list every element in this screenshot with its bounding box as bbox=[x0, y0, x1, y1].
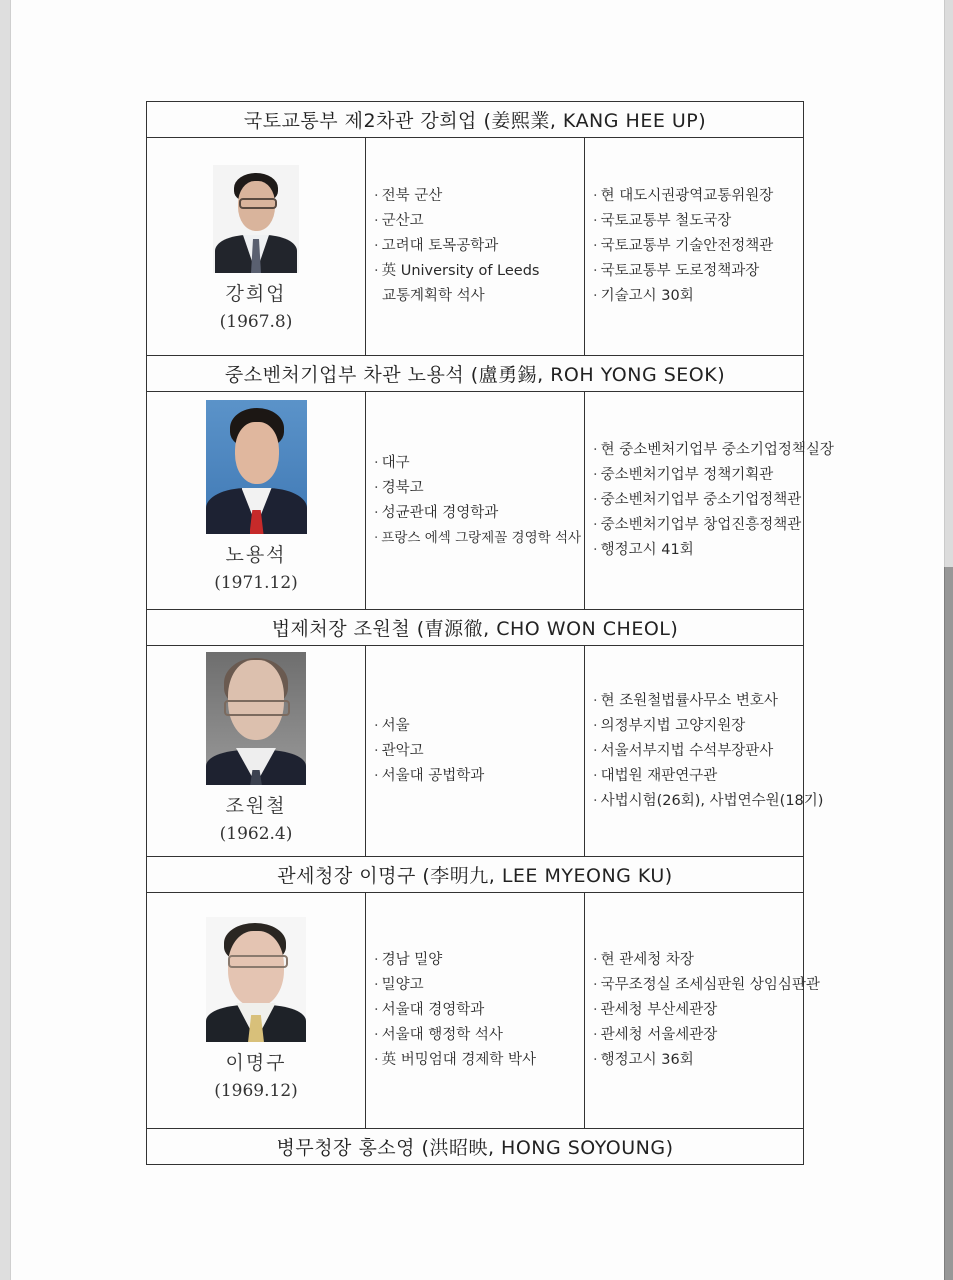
person-birth: (1971.12) bbox=[214, 573, 298, 593]
profile-item: · 프랑스 에섹 그랑제꼴 경영학 석사 bbox=[374, 526, 584, 551]
career-item: · 국토교통부 기술안전정책관 bbox=[593, 234, 803, 259]
profile-item: · 성균관대 경영학과 bbox=[374, 501, 584, 526]
profile-item: · 英 University of Leeds bbox=[374, 259, 584, 284]
career-item: · 기술고시 30회 bbox=[593, 284, 803, 309]
profile-item: · 서울대 행정학 석사 bbox=[374, 1023, 584, 1048]
career-cell bbox=[585, 392, 834, 610]
photo-cell bbox=[147, 646, 366, 857]
viewer-left-gutter bbox=[0, 0, 11, 1280]
section-header: 법제처장 조원철 (曺源徹, CHO WON CHEOL) bbox=[147, 610, 804, 646]
career-item: · 현 대도시권광역교통위원장 bbox=[593, 184, 803, 209]
profile-item: 교통계획학 석사 bbox=[382, 288, 485, 304]
appointee-table bbox=[146, 101, 834, 1165]
career-item: · 관세청 부산세관장 bbox=[593, 998, 803, 1023]
profile-cell bbox=[366, 138, 585, 356]
career-item: · 중소벤처기업부 중소기업정책관 bbox=[593, 488, 803, 513]
profile-cell bbox=[366, 646, 585, 857]
person-birth: (1967.8) bbox=[219, 312, 293, 332]
career-item: · 대법원 재판연구관 bbox=[593, 764, 803, 789]
profile-item: · 밀양고 bbox=[374, 973, 584, 998]
profile-item: · 고려대 토목공학과 bbox=[374, 234, 584, 259]
person-name: 노용석 bbox=[225, 544, 287, 566]
portrait-photo bbox=[206, 400, 307, 534]
career-item: · 국토교통부 철도국장 bbox=[593, 209, 803, 234]
career-cell bbox=[585, 138, 804, 356]
career-item: · 사법시험(26회), 사법연수원(18기) bbox=[593, 789, 803, 814]
section-header: 관세청장 이명구 (李明九, LEE MYEONG KU) bbox=[147, 857, 804, 893]
vertical-scrollbar-thumb[interactable] bbox=[944, 567, 953, 1280]
person-name: 이명구 bbox=[225, 1051, 287, 1074]
photo-cell bbox=[147, 893, 366, 1129]
profile-cell bbox=[366, 392, 585, 610]
profile-item: · 英 버밍엄대 경제학 박사 bbox=[374, 1048, 584, 1073]
photo-cell bbox=[147, 392, 366, 610]
career-item: · 의정부지법 고양지원장 bbox=[593, 714, 803, 739]
profile-item: · 서울 bbox=[374, 714, 584, 739]
person-birth: (1962.4) bbox=[219, 824, 293, 844]
profile-cell bbox=[366, 893, 585, 1129]
career-item: · 국무조정실 조세심판원 상임심판관 bbox=[593, 973, 803, 998]
career-item: · 서울서부지법 수석부장판사 bbox=[593, 739, 803, 764]
section-header: 중소벤처기업부 차관 노용석 (盧勇錫, ROH YONG SEOK) bbox=[147, 356, 804, 392]
profile-item: · 서울대 경영학과 bbox=[374, 998, 584, 1023]
profile-item: · 경북고 bbox=[374, 476, 584, 501]
career-item: · 중소벤처기업부 창업진흥정책관 bbox=[593, 513, 803, 538]
profile-item: · 관악고 bbox=[374, 739, 584, 764]
career-item: · 행정고시 36회 bbox=[593, 1048, 803, 1073]
career-item: · 국토교통부 도로정책과장 bbox=[593, 259, 803, 284]
section-header: 병무청장 홍소영 (洪昭映, HONG SOYOUNG) bbox=[147, 1129, 804, 1165]
portrait-photo bbox=[206, 917, 306, 1042]
profile-item: · 군산고 bbox=[374, 209, 584, 234]
career-item: · 중소벤처기업부 정책기획관 bbox=[593, 463, 803, 488]
profile-item: · 대구 bbox=[374, 451, 584, 476]
career-item: · 현 관세청 차장 bbox=[593, 948, 803, 973]
portrait-photo bbox=[206, 652, 306, 785]
portrait-photo bbox=[213, 165, 299, 273]
person-name: 조원철 bbox=[225, 795, 287, 817]
section-header: 국토교통부 제2차관 강희업 (姜熙業, KANG HEE UP) bbox=[147, 102, 804, 138]
career-item: · 행정고시 41회 bbox=[593, 538, 803, 563]
career-cell bbox=[585, 646, 824, 857]
career-item: · 관세청 서울세관장 bbox=[593, 1023, 803, 1048]
career-item: · 현 조원철법률사무소 변호사 bbox=[593, 689, 803, 714]
photo-cell bbox=[147, 138, 366, 356]
profile-item: · 전북 군산 bbox=[374, 184, 584, 209]
person-name: 강희업 bbox=[225, 283, 287, 305]
person-birth: (1969.12) bbox=[214, 1080, 298, 1101]
profile-item: · 경남 밀양 bbox=[374, 948, 584, 973]
career-item: · 현 중소벤처기업부 중소기업정책실장 bbox=[593, 438, 803, 463]
profile-item: · 서울대 공법학과 bbox=[374, 764, 584, 789]
career-cell bbox=[585, 893, 820, 1129]
